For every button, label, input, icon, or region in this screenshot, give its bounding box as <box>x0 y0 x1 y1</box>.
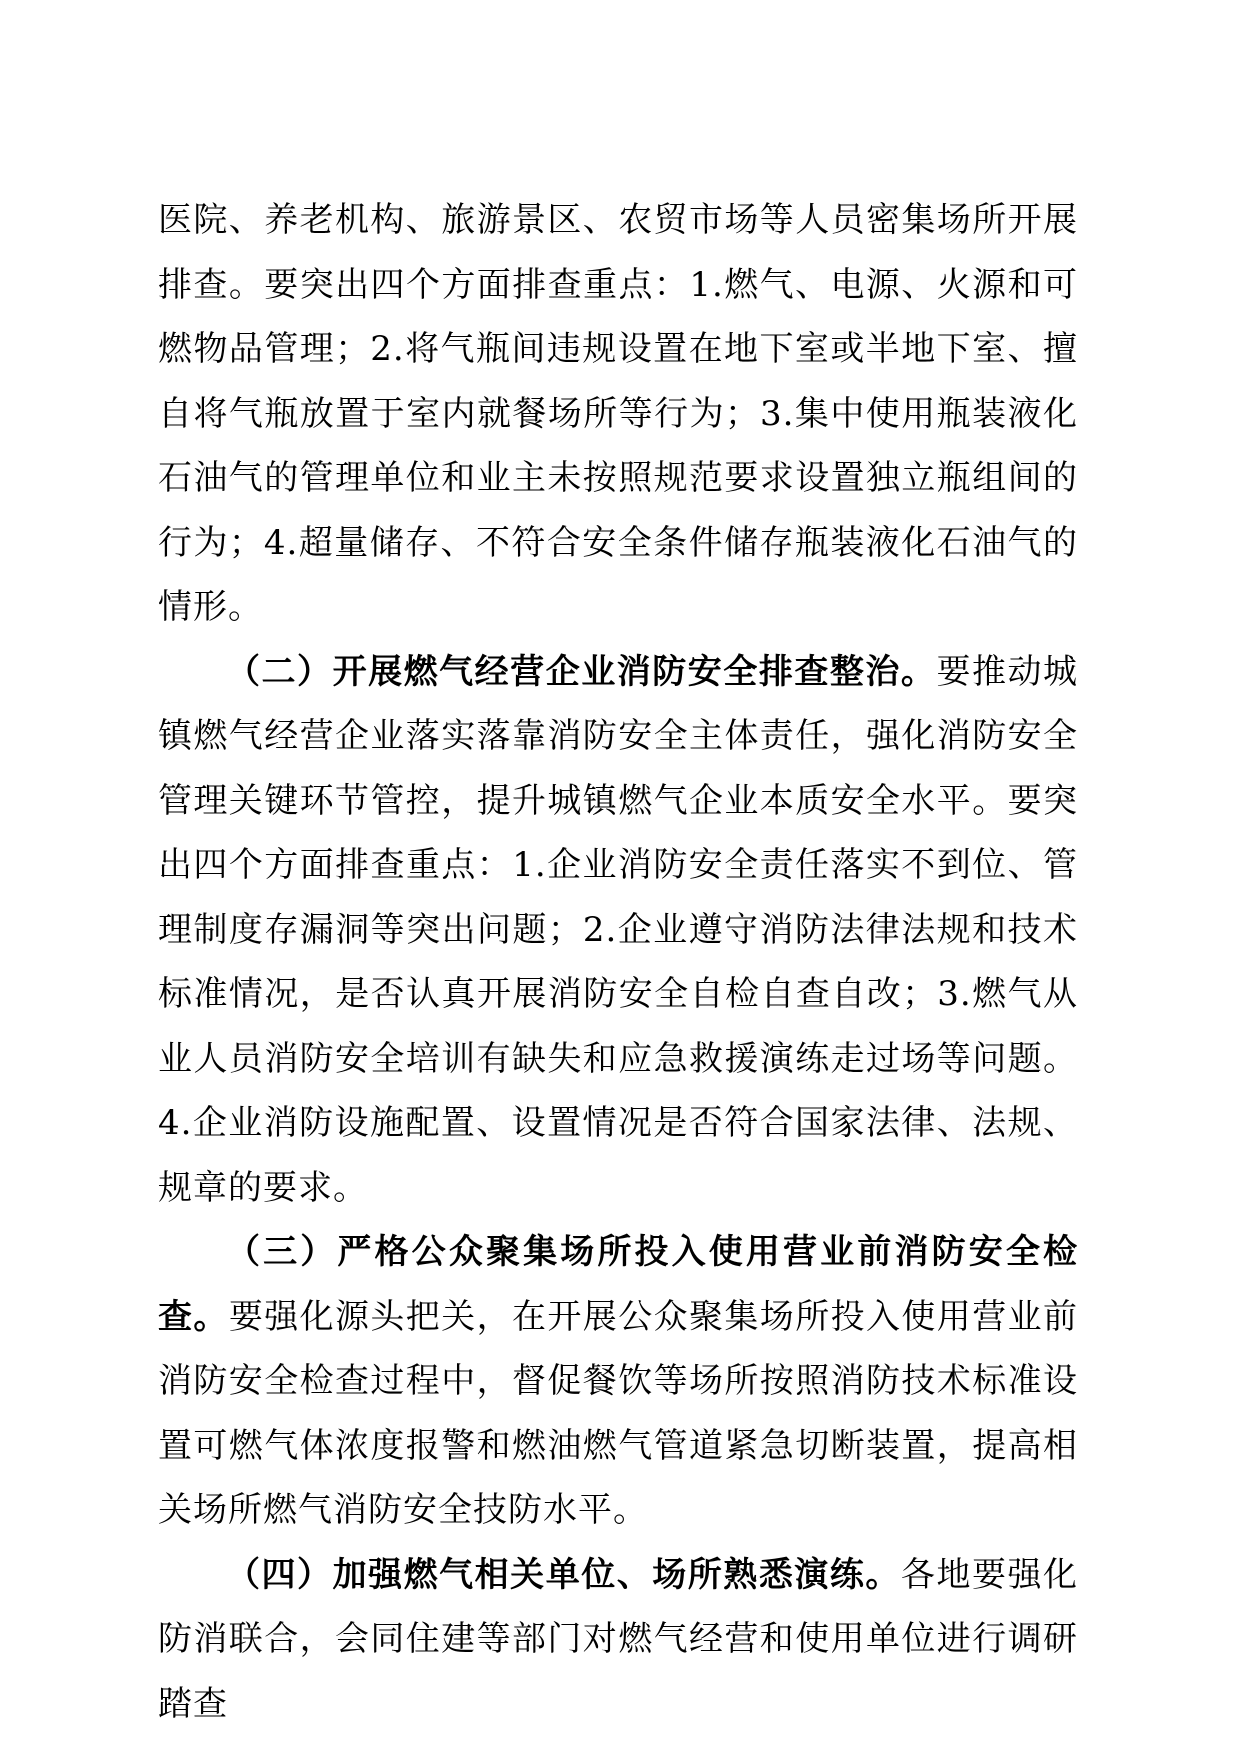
paragraph-body: 要强化源头把关，在开展公众聚集场所投入使用营业前消防安全检查过程中，督促餐饮等场所按照消防技术标准设置可燃气体浓度报警和燃油燃气管道紧急切断装置，提高相关场所燃气消防安全技防水平。 <box>158 1296 1079 1530</box>
paragraph-continued <box>158 188 1078 640</box>
section-heading: （二）开展燃气经营企业消防安全排查整治。 <box>226 651 937 692</box>
section-heading: （四）加强燃气相关单位、场所熟悉演练。 <box>226 1554 901 1595</box>
paragraph-body: 各地要强化防消联合，会同住建等部门对燃气经营和使用单位进行调研踏查 <box>158 1554 1079 1724</box>
paragraph-body: 要推动城镇燃气经营企业落实落靠消防安全主体责任，强化消防安全管理关键环节管控，提升城镇燃气企业本质安全水平。要突出四个方面排查重点：1.企业消防安全责任落实不到位、管理制度存漏洞等突出问题；2.企业遵守消防法律法规和技术标准情况，是否认真开展消防安全自检自查自改；3.燃气从业人员消防安全培训有缺失和应急救援演练走过场等问题。4.企业消防设施配置、设置情况是否符合国家法律、法规、规章的要求。 <box>158 651 1079 1208</box>
paragraph-section-4 <box>158 1543 1078 1737</box>
paragraph-section-2 <box>158 640 1078 1221</box>
section-heading: （三）严格公众聚集场所投入使用营业前消防安全检查。 <box>158 1232 1078 1337</box>
paragraph-body: 医院、养老机构、旅游景区、农贸市场等人员密集场所开展排查。要突出四个方面排查重点：1.燃气、电源、火源和可燃物品管理；2.将气瓶间违规设置在地下室或半地下室、擅自将气瓶放置于室内就餐场所等行为；3.集中使用瓶装液化石油气的管理单位和业主未按照规范要求设置独立瓶组间的行为；4.超量储存、不符合安全条件储存瓶装液化石油气的情形。 <box>158 200 1079 627</box>
document-body <box>158 188 1078 1736</box>
paragraph-section-3 <box>158 1220 1078 1543</box>
